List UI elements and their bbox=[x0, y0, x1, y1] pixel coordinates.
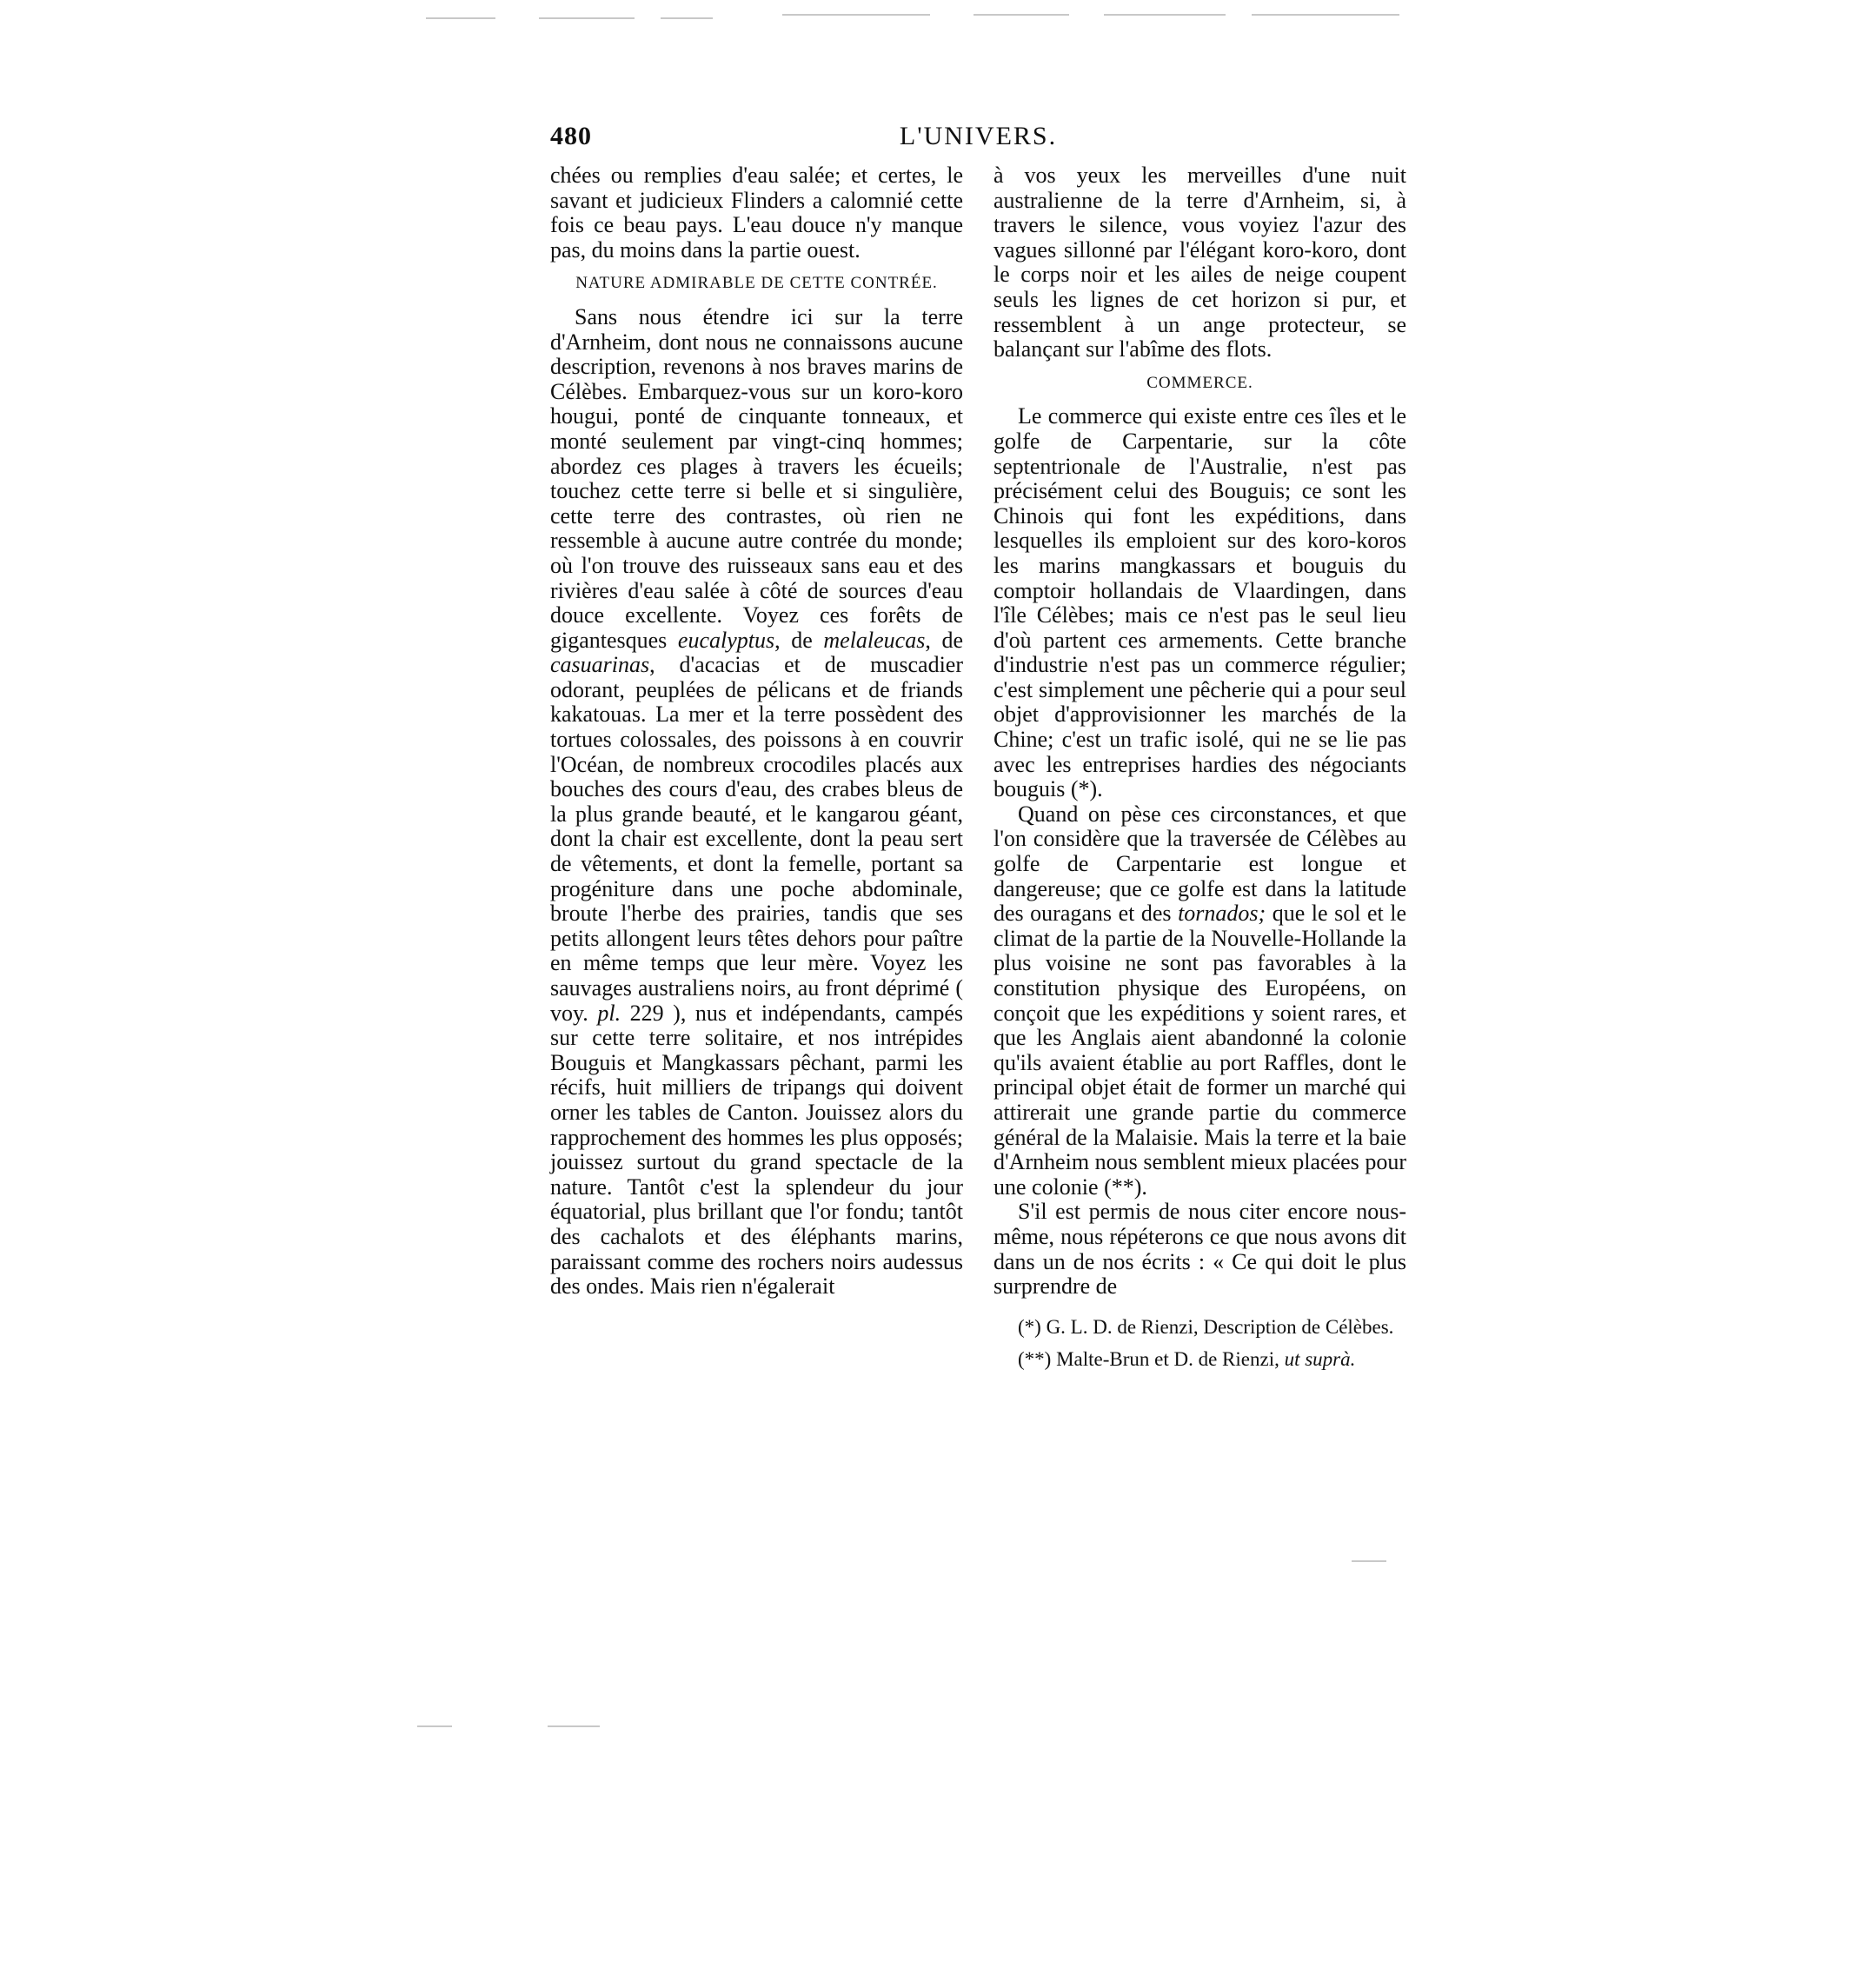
footnote-2: (**) Malte-Brun et D. de Rienzi, ut suprà. bbox=[1018, 1347, 1356, 1370]
running-title: L'UNIVERS. bbox=[899, 122, 1058, 150]
right-paragraph-3: Quand on pèse ces circonstances, et que l'on considère que la traversée de Célèbes au golfe de Carpentarie est longue et dangereuse; que ce golfe est dans la latitude des ouragans et des tornados; que le sol et le climat de la partie de la Nouvelle-Hollande la plus voisine ne sont pas favorables à la constitution physique des Européens, on conçoit que les expéditions y soient rares, et que les Anglais aient abandonné la colonie qu'ils avaient établie au port Raffles, dont le principal objet était de former un marché qui attirerait une grande partie du commerce général de la Malaisie. Mais la terre et la baie d'Arnheim nous semblent mieux placées pour une colonie (**). bbox=[993, 801, 1406, 1200]
scan-artifact-top-1 bbox=[426, 17, 495, 19]
scan-artifact-top-5 bbox=[974, 14, 1069, 16]
footnotes bbox=[993, 1315, 1406, 1371]
left-paragraph-2: Sans nous étendre ici sur la terre d'Arnheim, dont nous ne connaissons aucune description, revenons à nos braves marins de Célèbes. Embarquez-vous sur un koro-koro hougui, ponté de cinquante tonneaux, et monté seulement par vingt-cinq hommes; abordez ces plages à travers les écueils; touchez cette terre si belle et si singulière, cette terre des contrastes, où rien ne ressemble à aucune autre contrée du monde; où l'on trouve des ruisseaux sans eau et des rivières d'eau salée à côté de sources d'eau douce excellente. Voyez ces forêts de gigantesques eucalyptus, de melaleucas, de casuarinas, d'acacias et de muscadier odorant, peuplées de pélicans et de friands kakatouas. La mer et la terre possèdent des tortues colossales, des poissons à en couvrir l'Océan, de nombreux crocodiles placés aux bouches des cours d'eau, des crabes bleus de la plus grande beauté, et le kangarou géant, dont la chair est excellente, dont la peau sert de vêtements, et dont la femelle, portant sa progéniture dans une poche abdominale, broute l'herbe des prairies, tandis que ses petits allongent leurs têtes dehors pour paître en même temps que leur mère. Voyez les sauvages australiens noirs, au front déprimé ( voy. pl. 229 ), nus et indépendants, campés sur cette terre solitaire, et nos intrépides Bouguis et Mangkassars pêchant, parmi les récifs, huit milliers de tripangs qui doivent orner les tables de Canton. Jouissez alors du rapprochement des hommes les plus opposés; jouissez surtout du grand spectacle de la nature. Tantôt c'est la splendeur du jour équatorial, plus brillant que l'or fondu; tantôt des cachalots et des éléphants marins, paraissant comme des rochers noirs audessus des ondes. Mais rien n'égalerait bbox=[550, 303, 964, 1300]
section-heading-commerce: COMMERCE. bbox=[1146, 373, 1253, 392]
scan-artifact-bottom-1 bbox=[417, 1725, 452, 1727]
scan-artifact-top-6 bbox=[1104, 14, 1226, 16]
scan-artifact-bottom-3 bbox=[1352, 1560, 1386, 1562]
left-column bbox=[550, 163, 963, 1300]
book-page bbox=[550, 122, 1406, 1370]
left-paragraph-1: chées ou remplies d'eau salée; et certes, le savant et judicieux Flinders a calomnié cette fois ce beau pays. L'eau douce n'y manque pas, du moins dans la partie ouest. bbox=[550, 163, 963, 263]
right-paragraph-4: S'il est permis de nous citer encore nous-même, nous répéterons ce que nous avons dit dans un de nos écrits : « Ce qui doit le plus surprendre de bbox=[993, 1199, 1406, 1300]
scan-artifact-top-2 bbox=[539, 17, 635, 19]
footnote-1: (*) G. L. D. de Rienzi, Description de Célèbes. bbox=[1018, 1315, 1394, 1338]
section-heading-nature: NATURE ADMIRABLE DE CETTE CONTRÉE. bbox=[575, 274, 938, 293]
scan-artifact-top-4 bbox=[782, 14, 930, 16]
page-header bbox=[550, 122, 1406, 156]
right-paragraph-2: Le commerce qui existe entre ces îles et le golfe de Carpentarie, sur la côte septentrionale de l'Australie, n'est pas précisément celui des Bouguis; ce sont les Chinois qui font les expéditions, dans lesquelles ils emploient sur des koro-koros les marins mangkassars et bouguis du comptoir hollandais de Vlaardingen, dans l'île Célèbes; mais ce n'est pas le seul lieu d'où partent ces armements. Cette branche d'industrie n'est pas un commerce régulier; c'est simplement une pêcherie qui a pour seul objet d'approvisionner les marchés de la Chine; c'est un trafic isolé, qui ne se lie pas avec les entreprises hardies des négociants bouguis (*). bbox=[993, 403, 1406, 802]
scan-artifact-top-3 bbox=[661, 17, 713, 19]
page-number: 480 bbox=[550, 122, 592, 150]
right-paragraph-1: à vos yeux les merveilles d'une nuit australienne de la terre d'Arnheim, si, à travers le silence, vous voyiez l'azur des vagues sillonné par l'élégant koro-koro, dont le corps noir et les ailes de neige coupent seuls les lignes de cet horizon si pur, et ressemblent à un ange protecteur, se balançant sur l'abîme des flots. bbox=[993, 163, 1406, 362]
right-column bbox=[993, 163, 1406, 1380]
scan-artifact-top-7 bbox=[1252, 14, 1399, 16]
scan-artifact-bottom-2 bbox=[548, 1725, 600, 1727]
